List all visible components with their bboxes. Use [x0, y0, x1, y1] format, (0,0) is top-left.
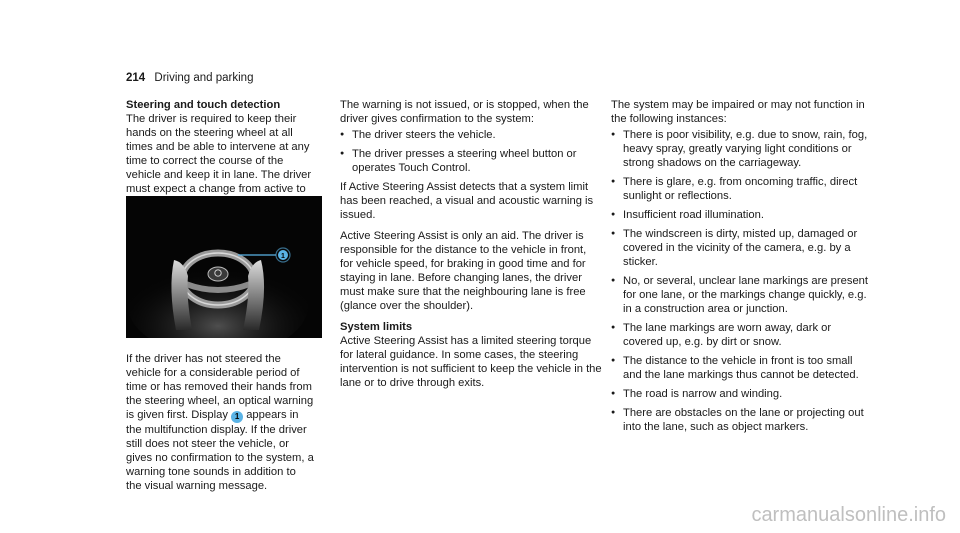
list-item: ● The distance to the vehicle in front is too small and the lane markings thus cannot be detected. [611, 354, 873, 382]
list-item: ● The lane markings are worn away, dark or covered up, e.g. by dirt or snow. [611, 321, 873, 349]
list-item: ● There are obstacles on the lane or projecting out into the lane, such as object markers. [611, 406, 873, 434]
callout-number: 1 [281, 253, 285, 260]
steering-wheel-figure [126, 196, 322, 338]
impairment-paragraph: The system may be impaired or may not function in the following instances: [611, 99, 865, 125]
steering-wheel-illustration [126, 196, 322, 338]
list-item: ● No, or several, unclear lane markings are present for one lane, or the markings change quickly, e.g. in a construction area or junction. [611, 274, 873, 316]
section-title: Driving and parking [154, 72, 254, 84]
limits-paragraph: Active Steering Assist has a limited steering torque for lateral guidance. In some cases, the steering intervention is not sufficient to keep the vehicle in the lane or to drive through exits. [340, 335, 602, 389]
intro-paragraph: The driver is required to keep their hands on the steering wheel at all times and be able to intervene at any time to correct the course of the vehicle and keep it in lane. The driver must expect a change from active to [126, 113, 312, 195]
column-right [611, 98, 873, 439]
confirmation-list [340, 128, 602, 175]
list-item: ● There is glare, e.g. from oncoming traffic, direct sunlight or reflections. [611, 175, 873, 203]
warning-text-a: If the driver has not steered the vehicle for a considerable period of time or has removed their hands from the steering wheel, an optical warning is given first. Display [126, 353, 314, 421]
display-callout-badge: 1 [231, 411, 243, 423]
list-item: ● Insufficient road illumination. [611, 208, 873, 222]
warning-paragraph [126, 352, 314, 493]
page-number: 214 [126, 72, 146, 84]
watermark: carmanualsonline.info [751, 504, 946, 526]
list-item: ● There is poor visibility, e.g. due to snow, rain, fog, heavy spray, greatly varying light conditions or strong shadows on the carriageway. [611, 128, 873, 170]
system-limit-paragraph: If Active Steering Assist detects that a system limit has been reached, a visual and acoustic warning is issued. [340, 181, 594, 221]
warning-text-b: appears in the multifunction display. If the driver still does not steer the vehicle, or gives no confirmation to the system, a warning tone sounds in addition to the visual warning message. [126, 409, 314, 492]
confirmation-paragraph: The warning is not issued, or is stopped, when the driver gives confirmation to the system: [340, 99, 589, 125]
impairment-list [611, 128, 873, 434]
list-item: ● The driver presses a steering wheel button or operates Touch Control. [340, 147, 602, 175]
aid-paragraph: Active Steering Assist is only an aid. The driver is responsible for the distance to the vehicle in front, for vehicle speed, for braking in good time and for staying in lane. Before changing lanes, the driver must make sure that the neighbouring lane is free (glance over the shoulder). [340, 230, 587, 312]
system-limits-heading: System limits [340, 321, 413, 333]
section-heading: Steering and touch detection [126, 99, 281, 111]
list-item: ● The driver steers the vehicle. [340, 128, 602, 142]
page-header [126, 72, 253, 84]
list-item: ● The road is narrow and winding. [611, 387, 873, 401]
list-item: ● The windscreen is dirty, misted up, damaged or covered in the vicinity of the camera, e.g. by a sticker. [611, 227, 873, 269]
column-middle [340, 98, 602, 390]
column-left-lower [126, 352, 314, 493]
